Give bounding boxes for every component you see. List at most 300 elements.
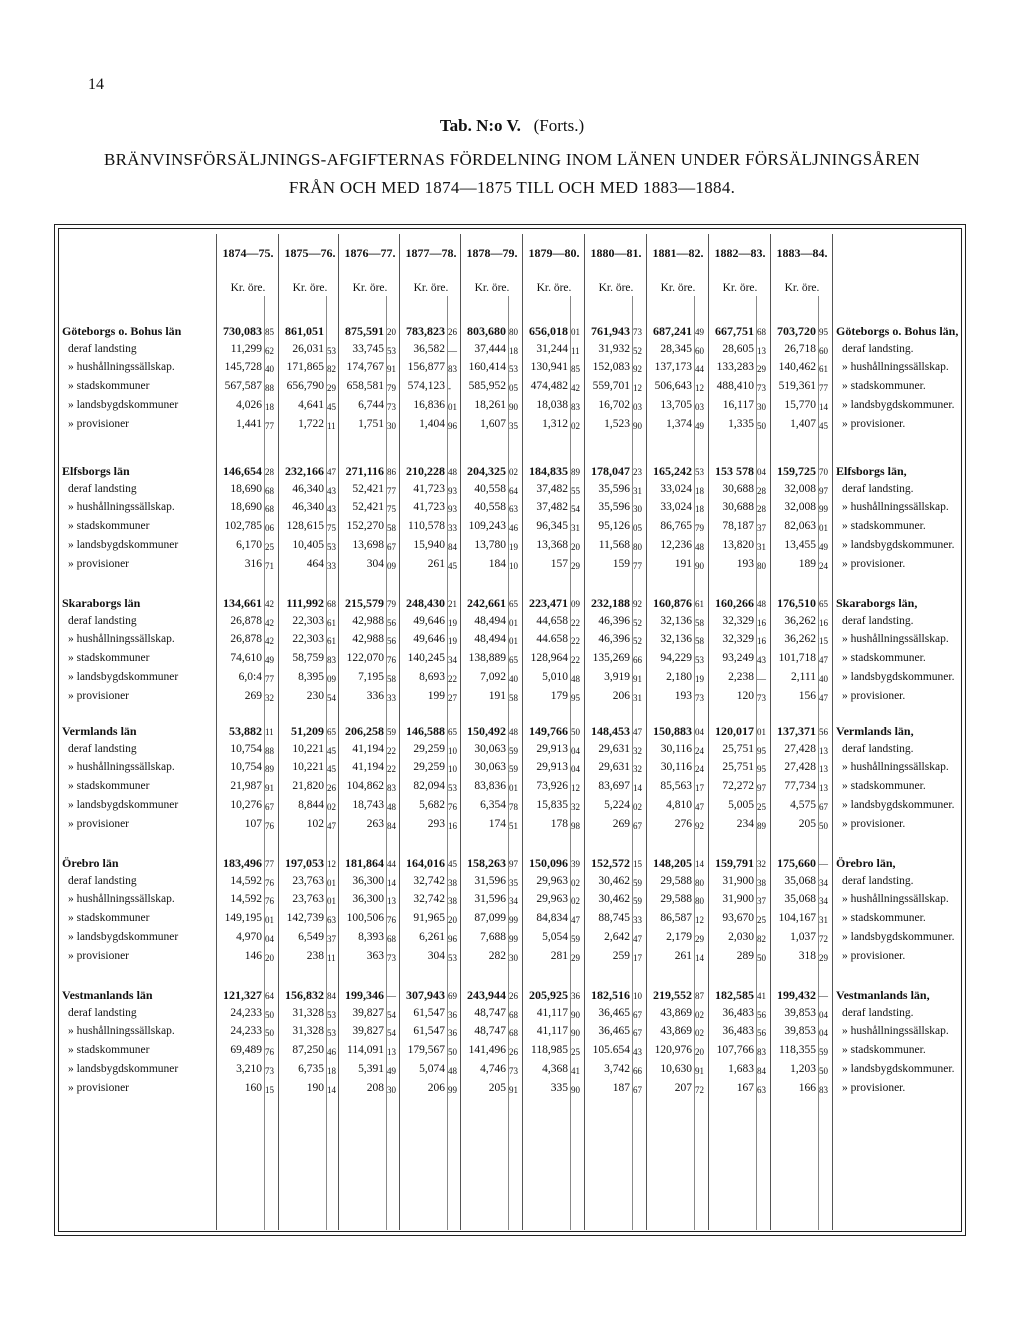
cell-kronor: 29,913 [536, 742, 568, 755]
cell-ore: 65 [509, 599, 518, 609]
cell-kronor: 182,516 [591, 988, 630, 1002]
cell-kronor: 29,259 [413, 761, 445, 774]
cell-ore: 72 [695, 1084, 704, 1095]
cell-kronor: 2,238 [728, 670, 754, 683]
cell-ore: 73 [387, 401, 396, 412]
cell-kronor: 199 [427, 689, 445, 702]
column-unit-label: Kr. öre. [230, 282, 266, 294]
column-unit-label: Kr. öre. [722, 282, 758, 294]
cell-kronor: 86,587 [660, 912, 692, 925]
cell-ore: 36 [571, 991, 580, 1001]
cell-ore: 04 [819, 1028, 828, 1039]
cell-kronor: 6,0:4 [238, 670, 262, 683]
column-header-year: 1878—79. [466, 246, 518, 260]
cell-kronor: 184 [488, 557, 506, 570]
column-unit-label: Kr. öre. [784, 282, 820, 294]
cell-ore: 73 [757, 692, 766, 703]
cell-ore: 33 [633, 915, 642, 926]
cell-ore: 47 [571, 915, 580, 926]
row-label-right: » provisioner. [842, 817, 906, 830]
cell-kronor: 4,575 [790, 798, 816, 811]
cell-ore: 43 [633, 1047, 642, 1058]
row-label: » stadskommuner [68, 380, 150, 393]
cell-kronor: 7,195 [358, 670, 384, 683]
cell-ore: 30 [387, 1084, 396, 1095]
cell-kronor: 205,925 [529, 988, 568, 1002]
page-number: 14 [88, 76, 104, 93]
cell-ore: 52 [633, 617, 642, 628]
cell-kronor: 4,810 [666, 798, 692, 811]
cell-ore: 50 [571, 727, 580, 737]
table-number [0, 116, 1024, 136]
cell-kronor: 36,262 [784, 614, 816, 627]
cell-ore: 67 [633, 1028, 642, 1039]
cell-kronor: 783,823 [406, 324, 445, 338]
cell-kronor: 18,690 [230, 501, 262, 514]
column-unit-label: Kr. öre. [536, 282, 572, 294]
cell-ore: 32 [633, 764, 642, 775]
cell-kronor: 39,853 [784, 1006, 816, 1019]
cell-kronor: 27,428 [784, 761, 816, 774]
cell-kronor: 41,117 [536, 1025, 568, 1038]
cell-kronor: 28,605 [722, 342, 754, 355]
cell-ore: 77 [265, 859, 274, 869]
cell-kronor: 159 [612, 557, 630, 570]
cell-ore: 13 [387, 896, 396, 907]
cell-ore: 47 [327, 467, 336, 477]
cell-kronor: 156,832 [285, 988, 324, 1002]
column-header-year: 1876—77. [344, 246, 396, 260]
cell-ore: 83 [387, 783, 396, 794]
cell-kronor: 40,558 [474, 501, 506, 514]
cell-kronor: 307,943 [406, 988, 445, 1002]
cell-kronor: 31,244 [536, 342, 568, 355]
cell-kronor: 585,952 [468, 380, 506, 393]
cell-kronor: 42,988 [352, 633, 384, 646]
cell-kronor: 39,853 [784, 1025, 816, 1038]
cell-ore: 25 [265, 541, 274, 552]
cell-ore: 59 [509, 745, 518, 756]
cell-ore: 48 [387, 801, 396, 812]
column-header-year: 1881—82. [652, 246, 704, 260]
cell-kronor: 39,827 [352, 1006, 384, 1019]
cell-ore: 83 [571, 401, 580, 412]
cell-kronor: 36,465 [598, 1025, 630, 1038]
cell-kronor: 3,210 [236, 1062, 262, 1075]
cell-kronor: 152,083 [592, 361, 630, 374]
cell-kronor: 114,091 [347, 1044, 384, 1057]
cell-ore: 13 [757, 345, 766, 356]
cell-kronor: 128,964 [530, 652, 568, 665]
row-label: » stadskommuner [68, 652, 150, 665]
cell-ore: 02 [571, 877, 580, 888]
cell-kronor: 36,582 [413, 342, 445, 355]
cell-kronor: 51,209 [291, 724, 324, 738]
cell-ore: 40 [819, 673, 828, 684]
cell-ore: 49 [387, 1065, 396, 1076]
cell-ore: 46 [509, 523, 518, 534]
cell-ore: 53 [327, 541, 336, 552]
cell-ore: 71 [265, 560, 274, 571]
cell-ore: 22 [448, 673, 457, 684]
cell-ore: 58 [387, 673, 396, 684]
cell-kronor: 261 [674, 949, 692, 962]
cell-kronor: 223,471 [529, 596, 568, 610]
cell-kronor: 29,588 [660, 893, 692, 906]
cell-kronor: 1,407 [790, 417, 816, 430]
cell-ore: 53 [448, 783, 457, 794]
column-header-year: 1882—83. [714, 246, 766, 260]
cell-kronor: 4,970 [236, 930, 262, 943]
cell-kronor: 8,395 [298, 670, 324, 683]
cell-ore: 01 [327, 877, 336, 888]
cell-kronor: 1,722 [298, 417, 324, 430]
cell-ore: 20 [265, 952, 274, 963]
cell-ore: 38 [448, 877, 457, 888]
cell-kronor: 18,038 [536, 398, 568, 411]
cell-ore: 56 [757, 1028, 766, 1039]
cell-kronor: 140,462 [778, 361, 816, 374]
cell-kronor: 4,641 [298, 398, 324, 411]
cell-ore: 45 [448, 859, 457, 869]
cell-ore: 03 [633, 401, 642, 412]
cell-ore: 93 [448, 504, 457, 515]
cell-ore: 02 [509, 467, 518, 477]
cell-kronor: 82,094 [413, 780, 445, 793]
cell-kronor: 77,734 [784, 780, 816, 793]
cell-kronor: 15,835 [536, 798, 568, 811]
cell-kronor: 205 [798, 817, 816, 830]
cell-ore: 09 [571, 599, 580, 609]
cell-ore: 38 [757, 877, 766, 888]
cell-ore: 89 [757, 820, 766, 831]
cell-kronor: 30,063 [474, 742, 506, 755]
cell-ore: 41 [757, 991, 766, 1001]
cell-ore: 73 [757, 383, 766, 394]
cell-ore: 91 [265, 783, 274, 794]
cell-ore: 76 [448, 801, 457, 812]
row-label-right: » stadskommuner. [842, 652, 926, 665]
table-number-label: Tab. N:o V. [439, 116, 521, 135]
cell-ore: 30 [509, 952, 518, 963]
cell-kronor: 293 [427, 817, 445, 830]
county-name: Elfsborgs län [62, 464, 130, 478]
cell-ore: 68 [265, 485, 274, 496]
cell-kronor: 61,547 [413, 1025, 445, 1038]
cell-kronor: 30,462 [598, 874, 630, 887]
cell-ore: - [448, 383, 451, 394]
cell-kronor: 1,751 [358, 417, 384, 430]
cell-ore: 86 [387, 467, 396, 477]
cell-ore: 44 [387, 859, 396, 869]
cell-ore: 28 [757, 485, 766, 496]
cell-ore: 13 [819, 783, 828, 794]
cell-ore: 40 [509, 673, 518, 684]
row-label: deraf landsting [68, 614, 137, 627]
row-label-right: » provisioner. [842, 417, 906, 430]
cell-kronor: 179 [550, 689, 568, 702]
cell-kronor: 5,074 [419, 1062, 445, 1075]
row-label-right: » stadskommuner. [842, 780, 926, 793]
cell-ore: 26 [448, 327, 457, 337]
cell-ore: 42 [265, 617, 274, 628]
row-label: » provisioner [68, 817, 130, 830]
cell-kronor: 15,940 [413, 538, 445, 551]
row-label: » stadskommuner [68, 780, 150, 793]
row-label: » provisioner [68, 949, 130, 962]
cell-kronor: 159,791 [715, 856, 754, 870]
cell-kronor: 282 [488, 949, 506, 962]
cell-ore: 29 [819, 952, 828, 963]
row-label-right: » provisioner. [842, 949, 906, 962]
cell-kronor: 8,393 [358, 930, 384, 943]
cell-kronor: 36,465 [598, 1006, 630, 1019]
cell-ore: 59 [819, 1047, 828, 1058]
cell-ore: 01 [327, 896, 336, 907]
row-label-right: deraf landsting. [842, 482, 914, 495]
cell-kronor: 128,615 [286, 520, 324, 533]
column-header-year: 1880—81. [590, 246, 642, 260]
cell-kronor: 30,688 [722, 482, 754, 495]
cell-kronor: 219,552 [653, 988, 692, 1002]
cell-kronor: 215,579 [345, 596, 384, 610]
cell-kronor: 178 [550, 817, 568, 830]
cell-ore: 95 [757, 745, 766, 756]
cell-kronor: 190 [306, 1081, 324, 1094]
cell-kronor: 121,327 [223, 988, 262, 1002]
cell-ore: 90 [571, 1009, 580, 1020]
cell-ore: 10 [509, 560, 518, 571]
cell-kronor: 281 [550, 949, 568, 962]
cell-ore: — [757, 673, 766, 684]
cell-ore: 54 [387, 1028, 396, 1039]
cell-kronor: 134,661 [223, 596, 262, 610]
cell-kronor: 105.654 [592, 1044, 630, 1057]
cell-kronor: 58,759 [292, 652, 324, 665]
cell-kronor: 6,170 [236, 538, 262, 551]
cell-ore: 98 [571, 820, 580, 831]
cell-ore: 09 [327, 673, 336, 684]
cell-ore: 47 [633, 933, 642, 944]
cell-ore: 14 [633, 783, 642, 794]
cell-ore: 14 [327, 1084, 336, 1095]
cell-kronor: 13,780 [474, 538, 506, 551]
cell-kronor: 191 [674, 557, 692, 570]
cell-kronor: 33,745 [352, 342, 384, 355]
cell-ore: 26 [327, 783, 336, 794]
cell-kronor: 11,299 [230, 342, 262, 355]
cell-kronor: 29,259 [413, 742, 445, 755]
cell-ore: 38 [448, 896, 457, 907]
cell-kronor: 37,482 [536, 501, 568, 514]
cell-ore: 51 [509, 820, 518, 831]
row-label-right: » landsbygdskommuner. [842, 1062, 955, 1075]
cell-ore: 04 [571, 764, 580, 775]
row-label-right: » hushållningssällskap. [842, 761, 949, 774]
cell-ore: 77 [819, 383, 828, 394]
cell-ore: 18 [327, 1065, 336, 1076]
column-unit-label: Kr. öre. [413, 282, 449, 294]
cell-ore: 42 [571, 383, 580, 394]
cell-ore: 55 [571, 485, 580, 496]
cell-kronor: 234 [736, 817, 754, 830]
cell-ore: 12 [695, 915, 704, 926]
cell-ore: 03 [695, 401, 704, 412]
cell-ore: 68 [757, 327, 766, 337]
cell-ore: 76 [265, 877, 274, 888]
cell-kronor: 46,396 [598, 614, 630, 627]
cell-kronor: 35,596 [598, 501, 630, 514]
cell-ore: 75 [387, 504, 396, 515]
cell-ore: 67 [387, 541, 396, 552]
cell-ore: 62 [265, 345, 274, 356]
cell-kronor: 6,744 [358, 398, 384, 411]
cell-ore: 02 [695, 1009, 704, 1020]
cell-kronor: 30,116 [660, 761, 692, 774]
cell-ore: 67 [633, 820, 642, 831]
cell-ore: 58 [695, 617, 704, 628]
cell-ore: 42 [265, 599, 274, 609]
cell-kronor: 10,754 [230, 761, 262, 774]
cell-ore: 84 [757, 1065, 766, 1076]
cell-ore: 29 [571, 952, 580, 963]
cell-ore: 47 [819, 692, 828, 703]
row-label: » hushållningssällskap. [68, 633, 175, 646]
county-name: Örebro län [62, 856, 119, 870]
cell-ore: 22 [571, 617, 580, 628]
cell-kronor: 13,820 [722, 538, 754, 551]
cell-ore: 23 [633, 467, 642, 477]
cell-ore: 37 [757, 896, 766, 907]
cell-ore: 14 [819, 401, 828, 412]
cell-ore: — [448, 345, 457, 356]
cell-ore: 20 [448, 915, 457, 926]
cell-ore: 30 [757, 401, 766, 412]
cell-kronor: 33,024 [660, 482, 692, 495]
cell-kronor: 1,404 [419, 417, 445, 430]
row-label-right: » stadskommuner. [842, 520, 926, 533]
cell-ore: 89 [265, 764, 274, 775]
cell-kronor: 248,430 [406, 596, 445, 610]
cell-ore: 66 [633, 1065, 642, 1076]
cell-ore: 31 [757, 541, 766, 552]
cell-ore: 54 [571, 504, 580, 515]
cell-kronor: 118,355 [779, 1044, 816, 1057]
cell-ore: 92 [695, 820, 704, 831]
county-name-right: Elfsborgs län, [836, 464, 907, 478]
cell-kronor: 32,742 [413, 893, 445, 906]
cell-ore: 73 [695, 692, 704, 703]
cell-ore: 80 [695, 877, 704, 888]
cell-kronor: 193 [736, 557, 754, 570]
cell-kronor: 7,092 [480, 670, 506, 683]
cell-kronor: 160,876 [653, 596, 692, 610]
cell-kronor: 15,770 [784, 398, 816, 411]
cell-ore: 87 [695, 991, 704, 1001]
cell-ore: 01 [448, 401, 457, 412]
row-label-right: » hushållningssällskap. [842, 633, 949, 646]
cell-kronor: 289 [736, 949, 754, 962]
cell-ore: 39 [571, 859, 580, 869]
cell-ore: 50 [757, 420, 766, 431]
cell-ore: 73 [633, 327, 642, 337]
cell-kronor: 102,785 [224, 520, 262, 533]
cell-kronor: 193 [674, 689, 692, 702]
cell-kronor: 23,763 [292, 874, 324, 887]
county-name-right: Vermlands län, [836, 724, 914, 738]
cell-ore: 16 [819, 617, 828, 628]
cell-ore: 91 [509, 1084, 518, 1095]
cell-ore: 59 [509, 764, 518, 775]
cell-ore: 77 [265, 420, 274, 431]
cell-ore: 44 [695, 364, 704, 375]
cell-ore: 45 [327, 764, 336, 775]
cell-ore: 06 [265, 523, 274, 534]
cell-kronor: 49,646 [413, 614, 445, 627]
cell-ore: 69 [448, 991, 457, 1001]
cell-ore: 30 [387, 420, 396, 431]
cell-ore: 16 [757, 636, 766, 647]
cell-kronor: 32,742 [413, 874, 445, 887]
cell-kronor: 152,270 [346, 520, 384, 533]
cell-kronor: 191 [488, 689, 506, 702]
row-label-right: » provisioner. [842, 1081, 906, 1094]
cell-ore: 02 [571, 896, 580, 907]
cell-ore: 31 [633, 485, 642, 496]
cell-ore: 33 [387, 692, 396, 703]
cell-ore: 24 [695, 745, 704, 756]
cell-kronor: 48,747 [474, 1025, 506, 1038]
cell-ore: 18 [265, 401, 274, 412]
cell-ore: 79 [695, 523, 704, 534]
cell-ore: 99 [509, 915, 518, 926]
cell-kronor: 100,506 [346, 912, 384, 925]
cell-kronor: 210,228 [406, 464, 445, 478]
cell-kronor: 26,878 [230, 614, 262, 627]
cell-kronor: 30,116 [660, 742, 692, 755]
cell-ore: 04 [757, 467, 766, 477]
cell-kronor: 2,111 [790, 670, 816, 683]
cell-ore: 83 [327, 655, 336, 666]
cell-kronor: 29,963 [536, 893, 568, 906]
cell-ore: 53 [387, 345, 396, 356]
cell-kronor: 16,117 [722, 398, 754, 411]
cell-kronor: 656,018 [529, 324, 568, 338]
cell-kronor: 187 [612, 1081, 630, 1094]
cell-kronor: 1,037 [790, 930, 816, 943]
cell-ore: 27 [448, 692, 457, 703]
cell-ore: 22 [571, 636, 580, 647]
cell-ore: 79 [387, 599, 396, 609]
cell-ore: 43 [327, 485, 336, 496]
cell-ore: — [387, 991, 396, 1001]
cell-ore: 48 [448, 467, 457, 477]
cell-ore: 67 [265, 801, 274, 812]
cell-ore: 12 [633, 383, 642, 394]
county-name: Vermlands län [62, 724, 137, 738]
cell-kronor: 18,690 [230, 482, 262, 495]
cell-kronor: 26,031 [292, 342, 324, 355]
column-unit-label: Kr. öre. [474, 282, 510, 294]
cell-kronor: 199,432 [777, 988, 816, 1002]
row-label: » stadskommuner [68, 1044, 150, 1057]
cell-ore: 15 [265, 1084, 274, 1095]
row-label: » hushållningssällskap. [68, 761, 175, 774]
cell-kronor: 31,328 [292, 1025, 324, 1038]
cell-ore: 48 [571, 673, 580, 684]
cell-ore: 56 [757, 1009, 766, 1020]
cell-kronor: 730,083 [223, 324, 262, 338]
